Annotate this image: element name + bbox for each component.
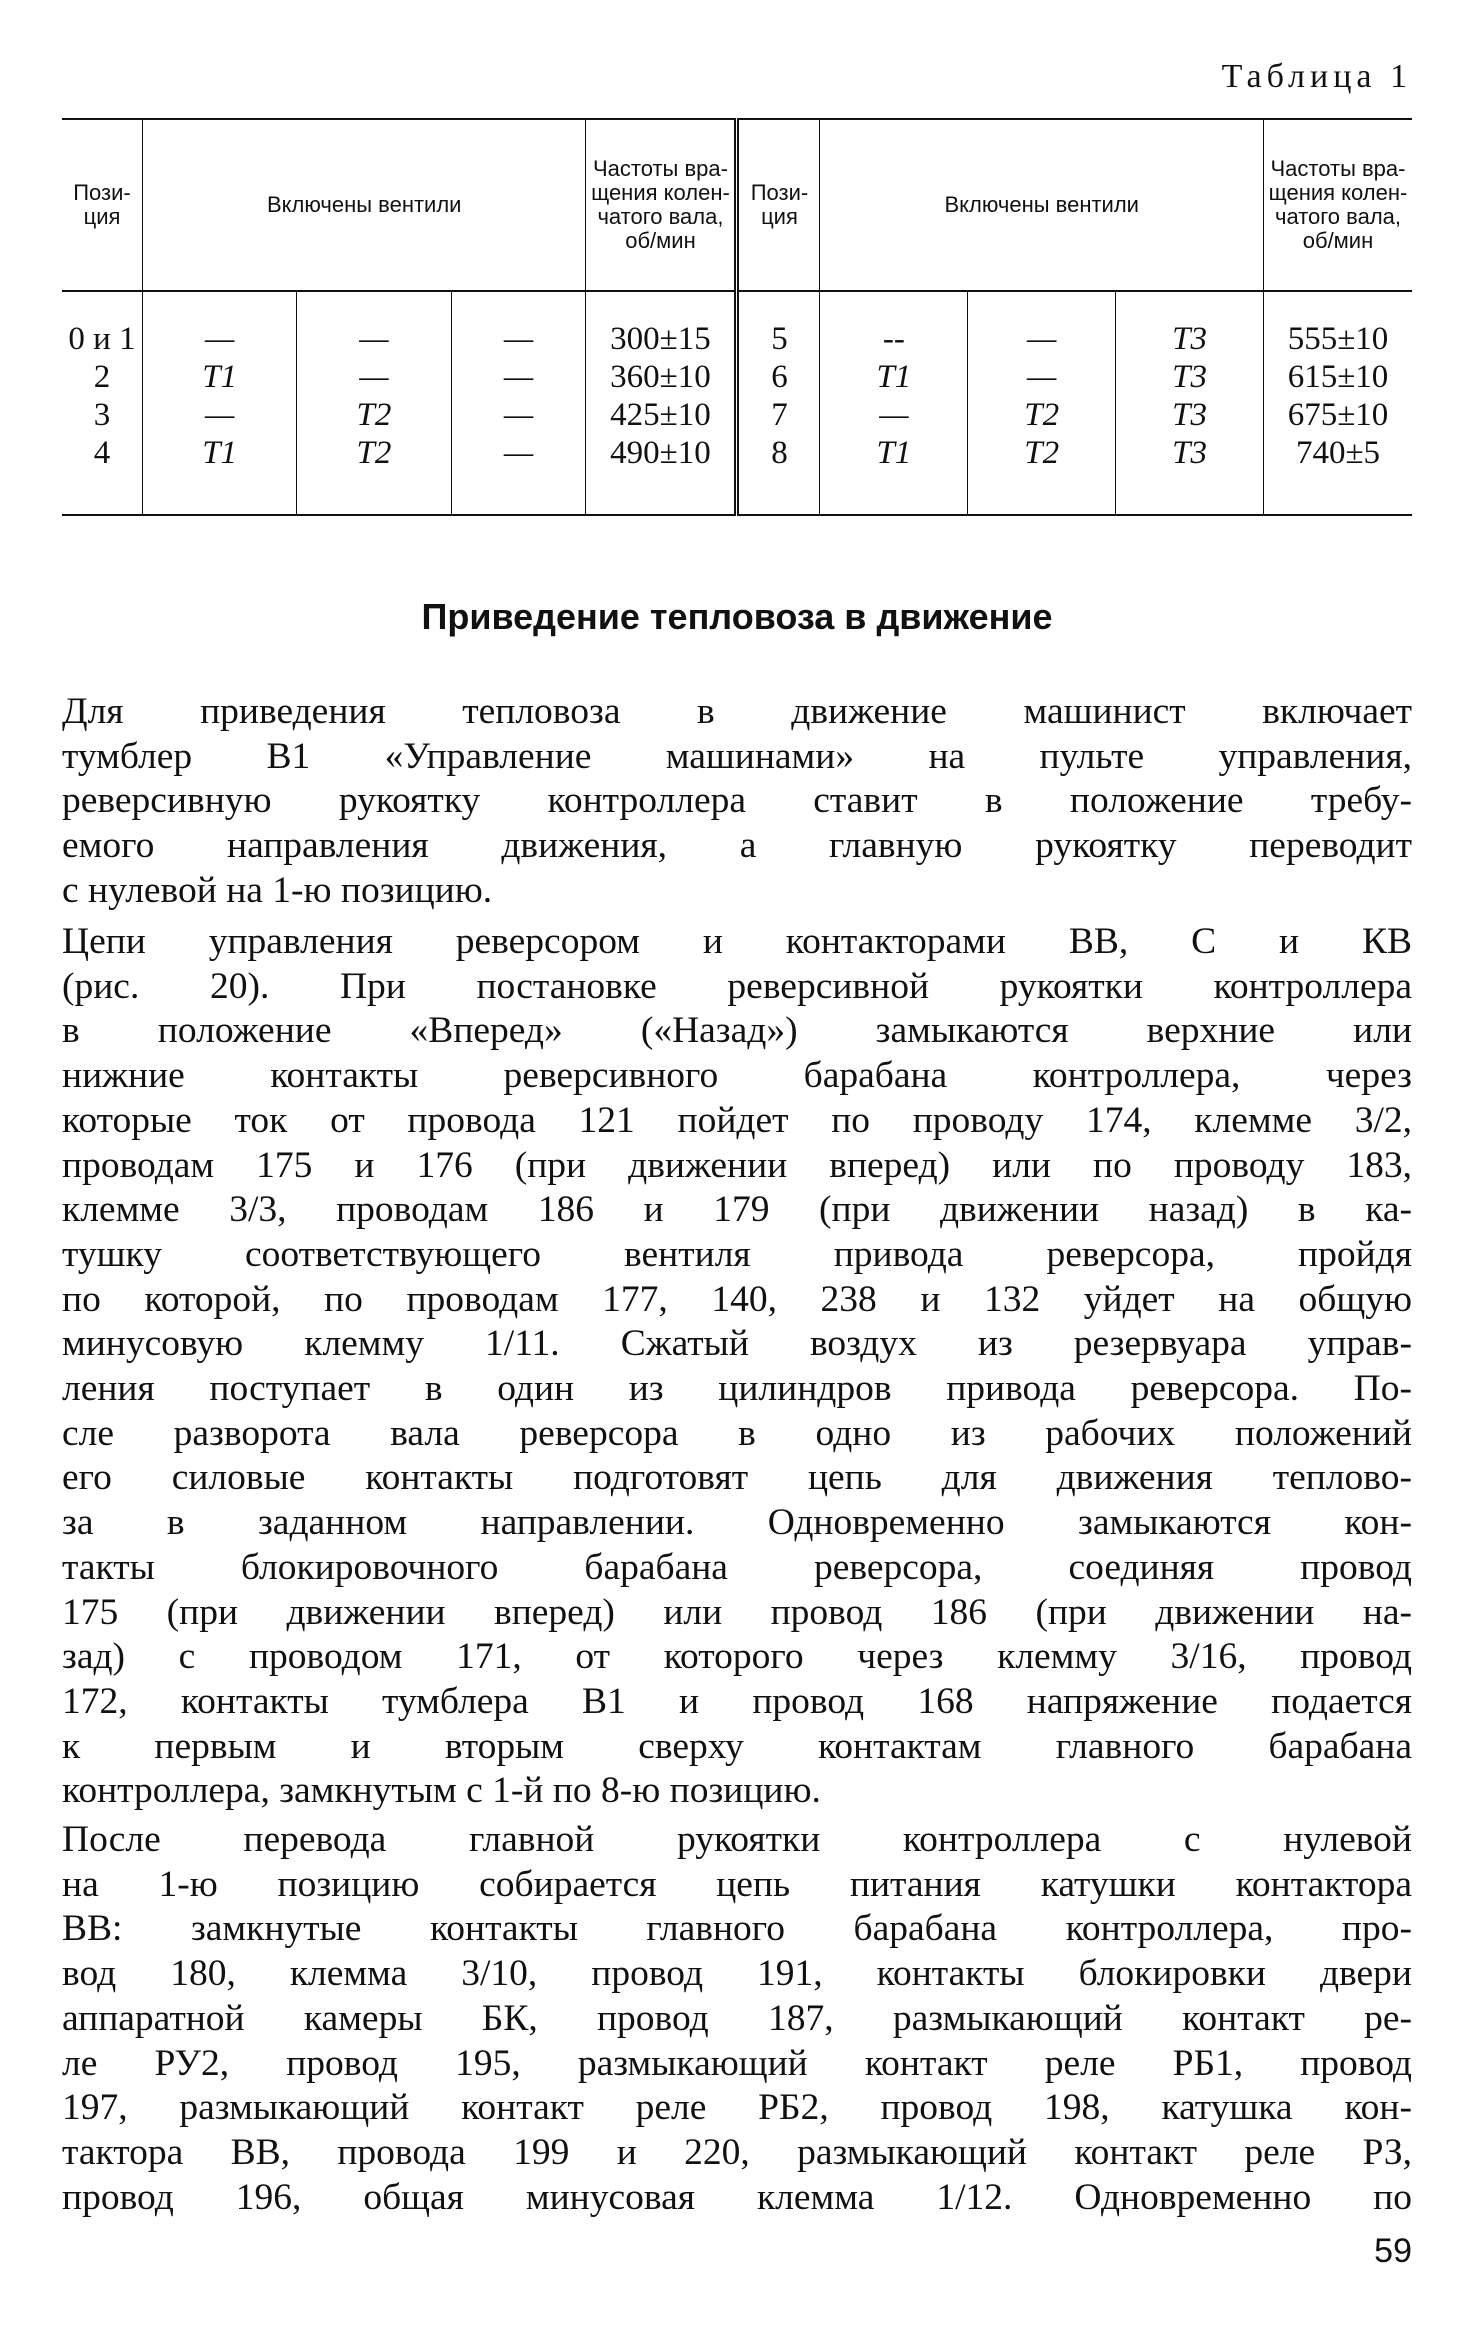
cell-valve: — bbox=[297, 358, 451, 396]
text-line: за в заданном направлении. Одновременно замыкаются кон- bbox=[62, 1502, 1412, 1544]
text-line: сле разворота вала реверсора в одно из рабочих положений bbox=[62, 1412, 1412, 1454]
cell-valve: — bbox=[820, 396, 968, 434]
cell-valve: — bbox=[143, 396, 297, 434]
cell-valve: Т3 bbox=[1116, 396, 1264, 434]
header-frequency-2: Частоты вра-щения колен-чатого вала, об/мин bbox=[1264, 119, 1413, 291]
text-line: к первым и вторым сверху контактам главного барабана bbox=[62, 1725, 1412, 1767]
text-line: минусовую клемму 1/11. Сжатый воздух из резервуара управ- bbox=[62, 1323, 1412, 1365]
cell-valve: Т2 bbox=[968, 434, 1116, 515]
text-line: (рис. 20). При постановке реверсивной рукоятки контроллера bbox=[62, 965, 1412, 1007]
cell-frequency: 615±10 bbox=[1264, 358, 1413, 396]
cell-position: 6 bbox=[737, 358, 820, 396]
cell-valve: — bbox=[968, 291, 1116, 358]
table-row bbox=[62, 396, 1412, 434]
text-line: ВВ: замкнутые контакты главного барабана контроллера, про- bbox=[62, 1908, 1412, 1950]
cell-position: 0 и 1 bbox=[68, 321, 136, 357]
text-line: ле РУ2, провод 195, размыкающий контакт реле РБ1, провод bbox=[62, 2042, 1412, 2084]
table-row bbox=[62, 358, 1412, 396]
cell-valve: Т3 bbox=[1116, 434, 1264, 515]
text-line: клемме 3/3, проводам 186 и 179 (при движении назад) в ка- bbox=[62, 1189, 1412, 1231]
page-number: 59 bbox=[1374, 2232, 1412, 2270]
text-line: на 1-ю позицию собирается цепь питания катушки контактора bbox=[62, 1863, 1412, 1905]
cell-frequency: 490±10 bbox=[586, 434, 737, 515]
text-line: тумблер В1 «Управление машинами» на пульте управления, bbox=[62, 735, 1412, 777]
text-line: тактора ВВ, провода 199 и 220, размыкающий контакт реле РЗ, bbox=[62, 2131, 1412, 2173]
text-line: Для приведения тепловоза в движение машинист включает bbox=[62, 691, 1412, 732]
text-line: 197, размыкающий контакт реле РБ2, провод 198, катушка кон- bbox=[62, 2087, 1412, 2129]
cell-valve: Т2 bbox=[297, 396, 451, 434]
cell-valve: — bbox=[451, 434, 586, 515]
cell-position: 5 bbox=[737, 291, 820, 358]
text-line: аппаратной камеры БК, провод 187, размыкающий контакт ре- bbox=[62, 1997, 1412, 2039]
text-line: которые ток от провода 121 пойдет по проводу 174, клемме 3/2, bbox=[62, 1099, 1412, 1141]
text-line: в положение «Вперед» («Назад») замыкаются верхние или bbox=[62, 1010, 1412, 1052]
paragraph-1 bbox=[62, 690, 1412, 914]
cell-valve: — bbox=[451, 358, 586, 396]
table-header-row bbox=[62, 119, 1412, 291]
cell-valve: Т3 bbox=[1116, 291, 1264, 358]
cell-valve: — bbox=[968, 358, 1116, 396]
cell-position: 2 bbox=[93, 359, 111, 395]
text-line: реверсивную рукоятку контроллера ставит в положение требу- bbox=[62, 780, 1412, 822]
text-line: емого направления движения, а главную рукоятку переводит bbox=[62, 825, 1412, 867]
header-frequency: Частоты вра-щения колен-чатого вала, об/мин bbox=[586, 119, 737, 291]
cell-valve: — bbox=[451, 396, 586, 434]
text-line: ления поступает в один из цилиндров привода реверсора. По- bbox=[62, 1368, 1412, 1410]
cell-valve: — bbox=[297, 291, 451, 358]
header-position-2: Пози-ция bbox=[737, 119, 820, 291]
header-valves-2: Включены вентили bbox=[820, 119, 1264, 291]
text-line: нижние контакты реверсивного барабана контроллера, через bbox=[62, 1055, 1412, 1097]
text-line: такты блокировочного барабана реверсора, соединяя провод bbox=[62, 1546, 1412, 1588]
cell-frequency: 300±15 bbox=[586, 291, 737, 358]
text-line: 172, контакты тумблера В1 и провод 168 напряжение подается bbox=[62, 1680, 1412, 1722]
text-line: провод 196, общая минусовая клемма 1/12. Одновременно по bbox=[62, 2176, 1412, 2218]
paragraph-3 bbox=[62, 1818, 1412, 2220]
text-line: по которой, по проводам 177, 140, 238 и 132 уйдет на общую bbox=[62, 1278, 1412, 1320]
cell-valve: — bbox=[451, 291, 586, 358]
text-line: его силовые контакты подготовят цепь для движения теплово- bbox=[62, 1457, 1412, 1499]
text-line: контроллера, замкнутым с 1-й по 8-ю позицию. bbox=[62, 1770, 821, 1812]
cell-frequency: 555±10 bbox=[1264, 291, 1413, 358]
text-line: вод 180, клемма 3/10, провод 191, контакты блокировки двери bbox=[62, 1953, 1412, 1995]
cell-frequency: 425±10 bbox=[586, 396, 737, 434]
text-line: 175 (при движении вперед) или провод 186 (при движении на- bbox=[62, 1591, 1412, 1633]
header-position: Пози-ция bbox=[73, 180, 131, 229]
cell-position: 7 bbox=[737, 396, 820, 434]
table-caption: Таблица 1 bbox=[1221, 58, 1412, 95]
text-line: с нулевой на 1-ю позицию. bbox=[62, 869, 493, 911]
cell-frequency: 360±10 bbox=[586, 358, 737, 396]
cell-position: 3 bbox=[93, 397, 111, 433]
cell-valve: Т1 bbox=[143, 434, 297, 515]
table-row bbox=[62, 291, 1412, 358]
cell-valve: -- bbox=[820, 291, 968, 358]
text-line: После перевода главной рукоятки контроллера с нулевой bbox=[62, 1819, 1412, 1860]
cell-valve: — bbox=[143, 291, 297, 358]
cell-position: 4 bbox=[93, 435, 111, 471]
cell-position: 8 bbox=[737, 434, 820, 515]
cell-valve: Т1 bbox=[143, 358, 297, 396]
text-line: проводам 175 и 176 (при движении вперед) или по проводу 183, bbox=[62, 1144, 1412, 1186]
cell-valve: Т1 bbox=[820, 434, 968, 515]
cell-frequency: 675±10 bbox=[1264, 396, 1413, 434]
paragraph-2 bbox=[62, 920, 1412, 1814]
cell-valve: Т2 bbox=[297, 434, 451, 515]
text-line: Цепи управления реверсором и контакторами ВВ, С и КВ bbox=[62, 921, 1412, 962]
frequency-table bbox=[62, 118, 1412, 516]
cell-valve: Т3 bbox=[1116, 358, 1264, 396]
cell-frequency: 740±5 bbox=[1264, 434, 1413, 515]
text-line: зад) с проводом 171, от которого через клемму 3/16, провод bbox=[62, 1636, 1412, 1678]
text-line: тушку соответствующего вентиля привода реверсора, пройдя bbox=[62, 1233, 1412, 1275]
header-valves: Включены вентили bbox=[143, 119, 586, 291]
cell-valve: Т1 bbox=[820, 358, 968, 396]
section-heading: Приведение тепловоза в движение bbox=[421, 596, 1053, 637]
table-row bbox=[62, 434, 1412, 515]
cell-valve: Т2 bbox=[968, 396, 1116, 434]
